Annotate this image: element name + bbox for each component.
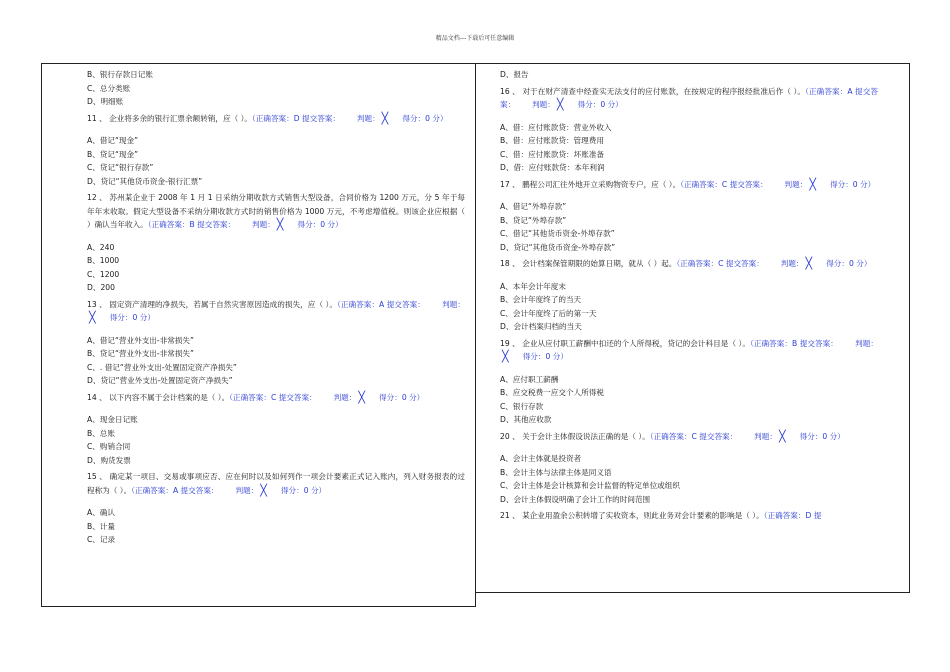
- judge-label: 判题：: [855, 338, 878, 348]
- score-label: 得分：0 分）: [830, 179, 876, 189]
- option-list: [500, 121, 878, 175]
- judge-label: 判题：: [356, 113, 380, 123]
- option-item: B、贷记“外埠存款”: [500, 215, 567, 225]
- option-item: B、总账: [87, 428, 115, 438]
- question-stem: 15 、 确定某一项目、交易或事项应否、应在何时以及如何列作一项会计要素正式记入账内，列入财务报表的过程称为（ ）。: [87, 472, 465, 495]
- option-item: B、计量: [87, 521, 115, 531]
- option-item: D、会计档案归档的当天: [500, 322, 582, 331]
- option-list: [87, 134, 465, 188]
- question-block: [500, 257, 878, 334]
- right-column: [500, 68, 878, 523]
- option-list: [87, 241, 465, 295]
- option-item: D、贷记“其他货币资金-外埠存款”: [500, 242, 616, 252]
- answer-key: （正确答案：D 提: [763, 511, 822, 520]
- spacer: [500, 271, 878, 280]
- question-stem: 13 、 固定资产清理的净损失，若属于自然灾害原因造成的损失，应（ ）。: [87, 299, 338, 309]
- option-list: [87, 334, 465, 388]
- answer-line: [131, 483, 327, 497]
- answer-key: （正确答案：A 提交答案：: [131, 485, 219, 495]
- answer-key: （正确答案：B 提交答案：: [147, 220, 236, 229]
- answer-key: （正确答案：C 提交答案：: [680, 179, 768, 189]
- score-label: 得分：0 分）: [799, 431, 845, 441]
- score-label: 得分：0 分）: [109, 313, 155, 322]
- wrong-mark-icon: ╳: [381, 111, 389, 125]
- question-block: [500, 509, 878, 523]
- spacer: [87, 232, 465, 241]
- question-text: [87, 391, 465, 405]
- wrong-mark-icon: ╳: [89, 311, 96, 324]
- wrong-mark-icon: ╳: [805, 257, 813, 270]
- answer-key: （正确答案：A 提交答案：: [500, 86, 878, 109]
- option-item: A、确认: [87, 508, 115, 517]
- wrong-mark-icon: ╳: [778, 429, 786, 443]
- option-item: C、会计主体是会计核算和会计监督的特定单位或组织: [500, 481, 680, 490]
- answer-key: （正确答案：A 提交答案：: [337, 299, 425, 309]
- question-block: [500, 337, 878, 427]
- answer-line: [229, 390, 425, 404]
- question-text: [87, 470, 465, 497]
- option-item: C、会计年度终了后的第一天: [500, 308, 597, 318]
- spacer: [500, 364, 878, 373]
- score-label: 得分：0 分）: [297, 220, 343, 229]
- score-label: 得分：0 分）: [280, 485, 327, 495]
- judge-label: 判题：: [252, 220, 275, 229]
- option-item: A、本年会计年度末: [500, 281, 566, 291]
- wrong-mark-icon: ╳: [502, 350, 509, 363]
- question-block: [500, 178, 878, 255]
- option-item: A、会计主体就是投资者: [500, 454, 582, 463]
- wrong-mark-icon: ╳: [358, 390, 365, 404]
- spacer: [87, 404, 465, 413]
- question-block: [87, 191, 465, 295]
- option-item: B、借：应付账款贷：管理费用: [500, 136, 604, 145]
- judge-label: 判题：: [780, 259, 804, 268]
- question-block: [87, 470, 465, 547]
- option-item: C、记录: [87, 535, 116, 544]
- question-stem: 14 、 以下内容不属于会计档案的是（ ）。: [87, 392, 230, 402]
- option-item: A、240: [87, 242, 115, 252]
- question-text: [87, 298, 465, 325]
- score-label: 得分：0 分）: [379, 392, 425, 402]
- answer-key: （正确答案：D 提交答案：: [251, 113, 340, 123]
- question-text: [87, 112, 465, 126]
- question-block: [87, 112, 465, 189]
- answer-line: [251, 111, 448, 125]
- question-text: [500, 85, 878, 112]
- question-stem: 19 、 企业从应付职工薪酬中扣还的个人所得税，贷记的会计科目是（ ）。: [500, 338, 751, 348]
- spacer: [500, 112, 878, 121]
- option-item: A、借记“营业外支出-非常损失”: [87, 335, 194, 345]
- question-block: [87, 298, 465, 388]
- option-list: [500, 280, 878, 334]
- spacer: [87, 497, 465, 506]
- question-stem: 17 、 鹏程公司汇往外地开立采购物资专户，应（ ）。: [500, 179, 681, 189]
- option-item: C、. 借记“营业外支出-处置固定资产净损失”: [87, 362, 237, 372]
- judge-label: 判题：: [235, 485, 259, 495]
- option-item: B、银行存款日记账: [87, 70, 153, 79]
- question-stem: 12 、 苏州某企业于 2008 年 1 月 1 日采纳分期收款方式销售大型设备，合同价格为 1200 万元，分 5 年于每年年末收取。假定大型设备不采纳分期收款方式时的销售价格为 1000 万元，不考虑增值税。则该企业应根据（ ）确认当年收入。: [87, 193, 465, 229]
- option-item: C、贷记“银行存款”: [87, 163, 154, 172]
- option-list: [500, 373, 878, 427]
- answer-line: [680, 177, 876, 191]
- answer-line: [764, 511, 822, 520]
- question-text: [500, 178, 878, 192]
- spacer: [500, 443, 878, 452]
- option-list: [500, 452, 878, 506]
- spacer: [87, 325, 465, 334]
- question-text: [500, 257, 878, 271]
- answer-key: （正确答案：B 提交答案：: [750, 338, 838, 348]
- option-list: [500, 200, 878, 254]
- option-item: A、借记“外埠存款”: [500, 202, 567, 211]
- option-item: D、报告: [500, 70, 529, 79]
- answer-key: （正确答案：C 提交答案：: [229, 392, 317, 402]
- option-item: B、会计主体与法律主体是同义语: [500, 467, 612, 477]
- option-list: [87, 413, 465, 467]
- question-text: [87, 191, 465, 232]
- option-item: C、借记“其他货币资金-外埠存款”: [500, 229, 615, 238]
- option-item: A、现金日记账: [87, 415, 138, 424]
- option-item: A、借：应付账款贷：营业外收入: [500, 122, 612, 132]
- score-label: 得分：0 分）: [522, 352, 568, 361]
- option-item: D、贷记“其他货币资金-银行汇票”: [87, 176, 203, 186]
- question-text: [500, 337, 878, 364]
- judge-label: 判题：: [754, 431, 777, 441]
- answer-key: （正确答案：C 提交答案：: [676, 259, 764, 268]
- option-item: B、贷记“营业外支出-非常损失”: [87, 349, 194, 358]
- score-label: 得分：0 分）: [402, 113, 448, 123]
- wrong-mark-icon: ╳: [276, 218, 284, 231]
- option-item: D、贷记“营业外支出-处置固定资产净损失”: [87, 376, 233, 385]
- question-stem: 21 、 某企业用盈余公积转增了实收资本，则此业务对会计要素的影响是（ ）。: [500, 511, 764, 520]
- option-item: C、总分类账: [87, 83, 131, 93]
- option-item: B、会计年度终了的当天: [500, 295, 582, 304]
- option-item: C、银行存款: [500, 401, 544, 411]
- answer-line: [649, 429, 845, 443]
- score-label: 得分：0 分）: [826, 259, 872, 268]
- question-stem: 11 、 企业将多余的银行汇票余额转销，应（ ）。: [87, 113, 252, 123]
- option-item: C、借：应付账款贷：坏账准备: [500, 149, 605, 159]
- answer-key: （正确答案：C 提交答案：: [649, 431, 738, 441]
- judge-label: 判题：: [333, 392, 357, 402]
- judge-label: 判题：: [442, 299, 465, 309]
- answer-line: [676, 259, 871, 268]
- question-stem: 16 、 对于在财产清查中经查实无法支付的应付账款，在按规定的程序报经批准后作（ ）。: [500, 86, 806, 96]
- question-text: [500, 509, 878, 523]
- spacer: [87, 125, 465, 134]
- option-item: B、应交税费一应交个人所得税: [500, 388, 604, 397]
- option-item: B、1000: [87, 256, 120, 265]
- option-item: D、明细账: [87, 97, 124, 106]
- option-item: D、其他应收款: [500, 415, 552, 424]
- wrong-mark-icon: ╳: [556, 98, 564, 111]
- question-text: [500, 430, 878, 444]
- option-item: D、200: [87, 283, 115, 292]
- left-column: [87, 68, 465, 547]
- question-block: [87, 391, 465, 468]
- option-item: D、借：应付账款贷：本年利润: [500, 163, 605, 172]
- page-header: 精品文档---下载后可任意编辑: [435, 35, 515, 42]
- question-stem: 20 、 关于会计主体假设说法正确的是（ ）。: [500, 431, 650, 441]
- answer-line: [148, 220, 343, 229]
- option-list: [87, 506, 465, 547]
- question-block: [500, 85, 878, 175]
- option-item: C、1200: [87, 269, 120, 279]
- question-block: [500, 430, 878, 507]
- option-item: A、借记“现金”: [87, 136, 139, 145]
- judge-label: 判题：: [784, 179, 808, 189]
- score-label: 得分：0 分）: [577, 100, 623, 109]
- spacer: [500, 191, 878, 200]
- option-item: C、购销合同: [87, 442, 131, 451]
- option-item: D、会计主体假设明确了会计工作的时间范围: [500, 494, 651, 504]
- option-item: D、购货发票: [87, 455, 131, 465]
- option-item: A、应付职工薪酬: [500, 374, 559, 384]
- option-item: B、贷记“现金”: [87, 149, 139, 159]
- judge-label: 判题：: [532, 100, 555, 109]
- wrong-mark-icon: ╳: [260, 483, 267, 497]
- question-stem: 18 、 会计档案保管期限的始算日期，就从（ ）起。: [500, 259, 677, 268]
- wrong-mark-icon: ╳: [809, 177, 816, 191]
